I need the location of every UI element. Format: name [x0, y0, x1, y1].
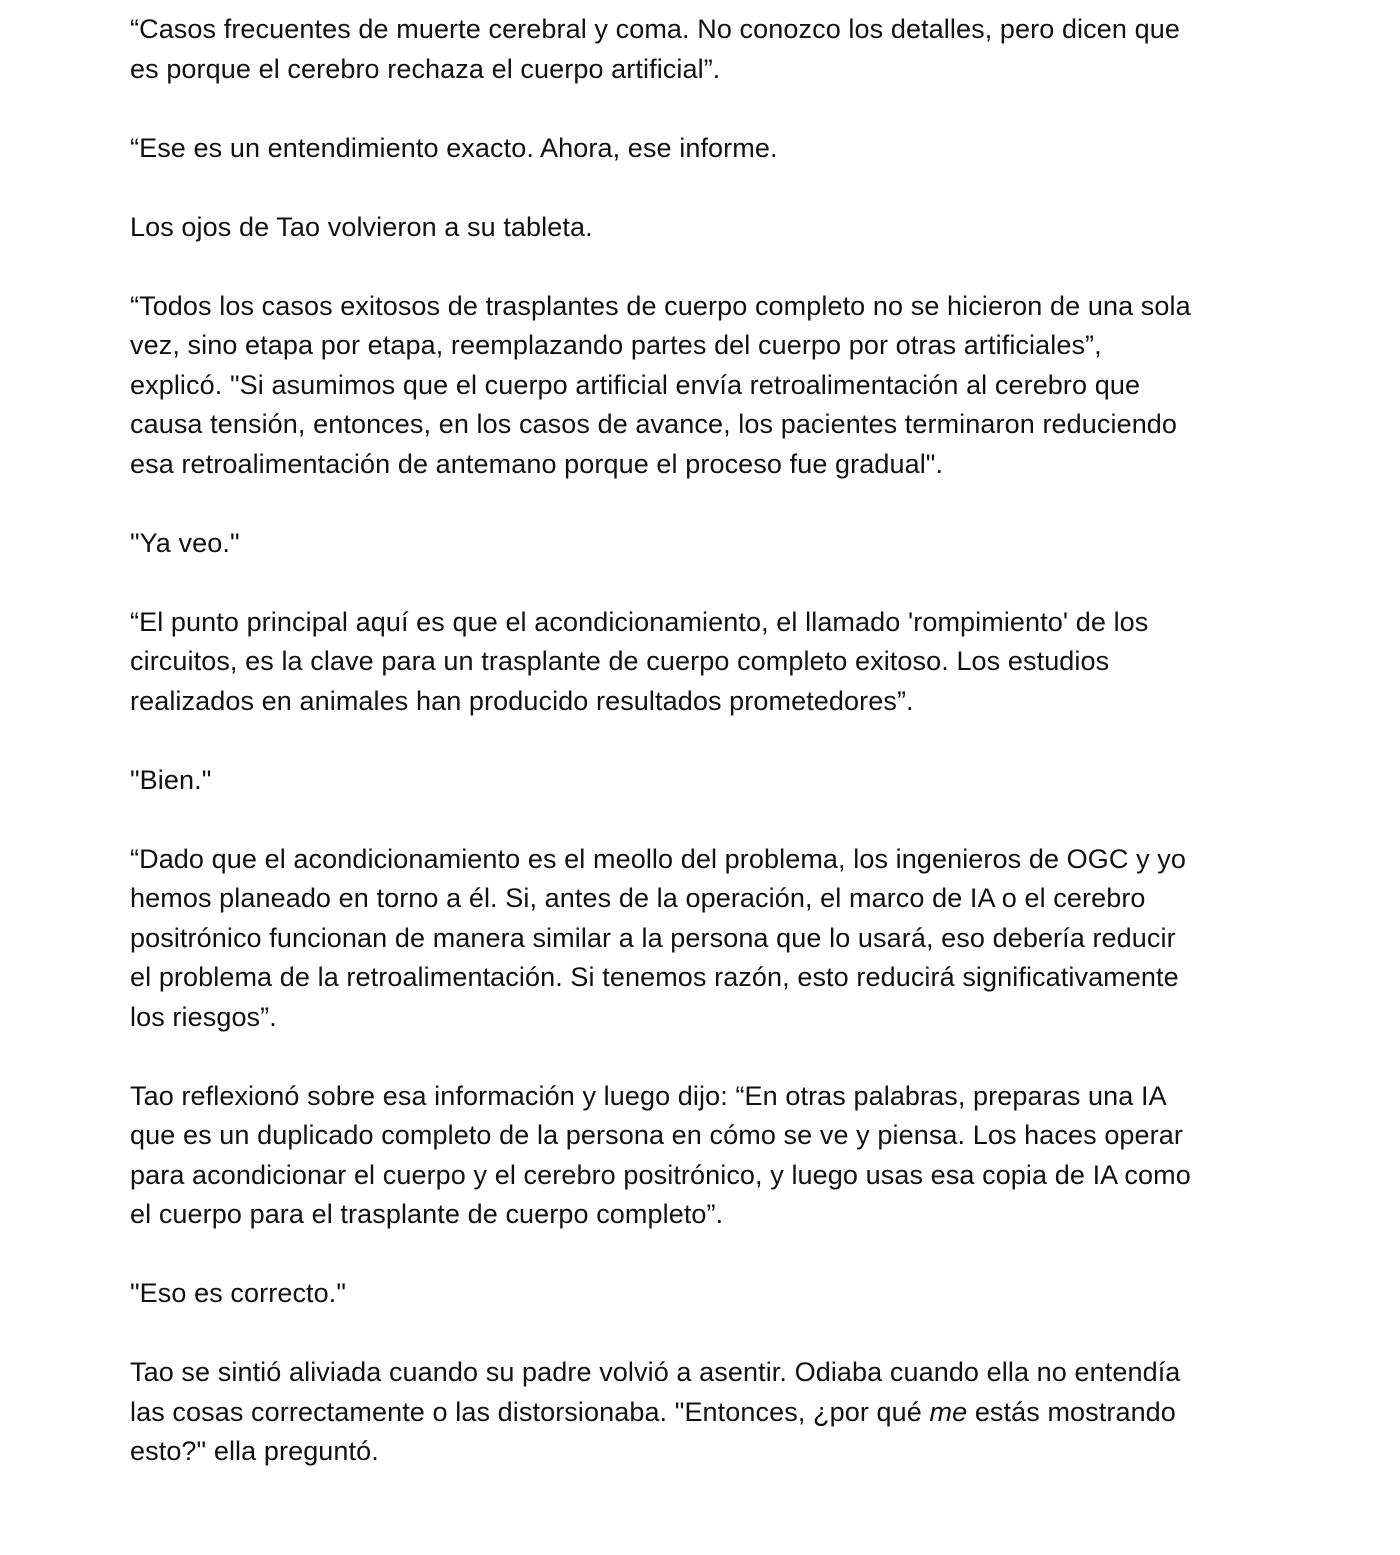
text-line: “Casos frecuentes de muerte cerebral y coma. No conozco los detalles, pero dicen que [130, 14, 1180, 44]
paragraph [130, 840, 1280, 1038]
paragraph [130, 1077, 1280, 1235]
paragraph [130, 10, 1280, 89]
text-line: "Bien." [130, 764, 212, 795]
paragraph [130, 208, 1280, 248]
text-line: es porque el cerebro rechaza el cuerpo artificial”. [130, 53, 721, 84]
emphasis-text: me [929, 1396, 968, 1427]
text-line: el problema de la retroalimentación. Si tenemos razón, esto reducirá significativamente [130, 962, 1179, 992]
text-line: que es un duplicado completo de la persona en cómo se ve y piensa. Los haces operar [130, 1120, 1183, 1150]
paragraph [130, 1274, 1280, 1314]
text-line: Tao se sintió aliviada cuando su padre volvió a asentir. Odiaba cuando ella no entendía [130, 1357, 1181, 1387]
paragraph [130, 603, 1280, 722]
text-line: explicó. "Si asumimos que el cuerpo artificial envía retroalimentación al cerebro que [130, 369, 1141, 400]
text-line: "Eso es correcto." [130, 1278, 347, 1308]
paragraph [130, 287, 1280, 485]
text-line: causa tensión, entonces, en los casos de avance, los pacientes terminaron reduciendo [130, 409, 1178, 439]
paragraph [130, 761, 1280, 801]
text-line: “Todos los casos exitosos de trasplantes de cuerpo completo no se hicieron de una sola [130, 290, 1191, 321]
paragraph [130, 524, 1280, 564]
text-line: "Ya veo." [130, 527, 240, 558]
document-page [130, 10, 1280, 1472]
text-line: Tao reflexionó sobre esa información y luego dijo: “En otras palabras, preparas una IA [130, 1080, 1167, 1111]
text-line: “El punto principal aquí es que el acondicionamiento, el llamado 'rompimiento' de los [130, 606, 1149, 637]
text-line: positrónico funcionan de manera similar a la persona que lo usará, eso debería reducir [130, 922, 1176, 953]
text-run: estás mostrando [967, 1396, 1176, 1427]
paragraph [130, 1353, 1280, 1472]
text-line: vez, sino etapa por etapa, reemplazando partes del cuerpo por otras artificiales”, [130, 330, 1102, 360]
text-line: esa retroalimentación de antemano porque el proceso fue gradual". [130, 448, 944, 479]
text-line: circuitos, es la clave para un trasplante de cuerpo completo exitoso. Los estudios [130, 646, 1110, 676]
text-line: Los ojos de Tao volvieron a su tableta. [130, 211, 593, 242]
paragraph [130, 129, 1280, 169]
text-line: “Dado que el acondicionamiento es el meollo del problema, los ingenieros de OGC y yo [130, 843, 1186, 874]
text-line: esto?" ella preguntó. [130, 1436, 379, 1466]
text-run: las cosas correctamente o las distorsionaba. "Entonces, ¿por qué [130, 1396, 930, 1427]
text-line: realizados en animales han producido resultados prometedores”. [130, 685, 914, 716]
text-line: el cuerpo para el trasplante de cuerpo completo”. [130, 1199, 724, 1229]
text-line: los riesgos”. [130, 1001, 277, 1032]
text-line: hemos planeado en torno a él. Si, antes de la operación, el marco de IA o el cerebro [130, 883, 1146, 913]
text-line: “Ese es un entendimiento exacto. Ahora, ese informe. [130, 132, 778, 163]
text-line: para acondicionar el cuerpo y el cerebro positrónico, y luego usas esa copia de IA como [130, 1159, 1191, 1190]
text-line [130, 1393, 1280, 1433]
